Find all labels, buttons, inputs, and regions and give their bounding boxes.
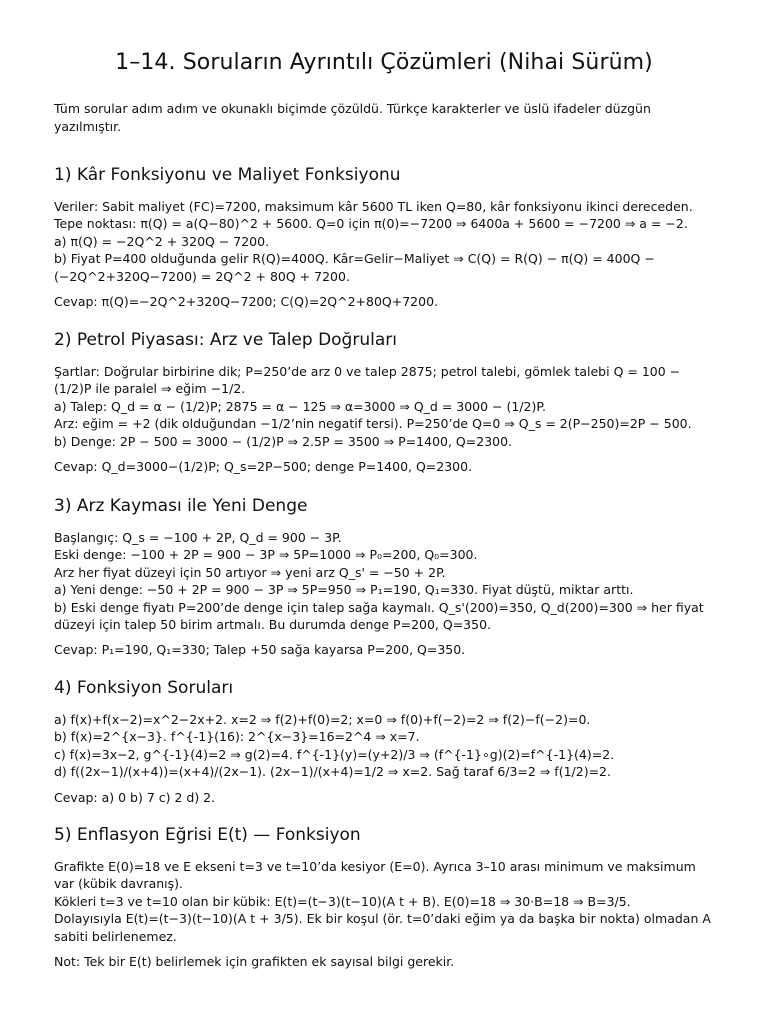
section-line: Veriler: Sabit maliyet (FC)=7200, maksimum kâr 5600 TL iken Q=80, kâr fonksiyonu ikinci dereceden. [54,199,693,214]
section-heading: 2) Petrol Piyasası: Arz ve Talep Doğruları [54,330,397,350]
section-5 [54,825,718,970]
section-line: Kökleri t=3 ve t=10 olan bir kübik: E(t)=(t−3)(t−10)(A t + B). E(0)=18 ⇒ 30·B=18 ⇒ B=3/5. [54,893,631,909]
section-body [54,363,718,450]
section-1 [54,165,718,310]
section-2 [54,330,718,475]
section-line: b) f(x)=2^{x−3}. f^{-1}(16): 2^{x−3}=16=2^4 ⇒ x=7. [54,729,420,745]
section-line: d) f((2x−1)/(x+4))=(x+4)/(2x−1). (2x−1)/(x+4)=1/2 ⇒ x=2. Sağ taraf 6/3=2 ⇒ f(1/2)=2. [54,764,611,780]
page-title: 1–14. Soruların Ayrıntılı Çözümleri (Nihai Sürüm) [115,50,653,75]
section-line: Şartlar: Doğrular birbirine dik; P=250’de arz 0 ve talep 2875; petrol talebi, gömlek talebi Q = 100 − (1/2)P ile paralel ⇒ eğim −1/2. [54,364,681,397]
section-line: c) f(x)=3x−2, g^{-1}(4)=2 ⇒ g(2)=4. f^{-1}(y)=(y+2)/3 ⇒ (f^{-1}∘g)(2)=f^{-1}(4)=2. [54,746,615,762]
section-body [54,198,718,285]
section-answer: Not: Tek bir E(t) belirlemek için grafikten ek sayısal bilgi gerekir. [54,954,455,970]
section-line: a) Talep: Q_d = α − (1/2)P; 2875 = α − 125 ⇒ α=3000 ⇒ Q_d = 3000 − (1/2)P. [54,398,546,414]
section-body [54,529,718,633]
section-4 [54,678,718,806]
section-line: Arz her fiyat düzeyi için 50 artıyor ⇒ yeni arz Q_s' = −50 + 2P. [54,564,446,580]
section-heading: 5) Enflasyon Eğrisi E(t) — Fonksiyon [54,825,361,845]
section-heading: 4) Fonksiyon Soruları [54,678,234,698]
section-answer: Cevap: Q_d=3000−(1/2)P; Q_s=2P−500; denge P=1400, Q=2300. [54,459,473,475]
section-answer: Cevap: a) 0 b) 7 c) 2 d) 2. [54,789,216,805]
section-line: b) Fiyat P=400 olduğunda gelir R(Q)=400Q. Kâr=Gelir−Maliyet ⇒ C(Q) = R(Q) − π(Q) = 400Q − (−2Q^2+320Q−7200) = 2Q^2 + 80Q + 7200. [54,251,655,284]
section-line: Eski denge: −100 + 2P = 900 − 3P ⇒ 5P=1000 ⇒ P₀=200, Q₀=300. [54,547,478,563]
section-body [54,858,718,945]
section-line: a) π(Q) = −2Q^2 + 320Q − 7200. [54,233,270,249]
section-line: Başlangıç: Q_s = −100 + 2P, Q_d = 900 − 3P. [54,530,342,545]
section-line: Grafikte E(0)=18 ve E ekseni t=3 ve t=10’da kesiyor (E=0). Ayrıca 3–10 arası minimum ve maksimum var (kübik davranış). [54,859,696,892]
section-line: a) Yeni denge: −50 + 2P = 900 − 3P ⇒ 5P=950 ⇒ P₁=190, Q₁=330. Fiyat düştü, miktar arttı. [54,582,634,598]
section-line: Arz: eğim = +2 (dik olduğundan −1/2’nin negatif tersi). P=250’de Q=0 ⇒ Q_s = 2(P−250)=2P − 500. [54,416,692,432]
section-answer: Cevap: P₁=190, Q₁=330; Talep +50 sağa kayarsa P=200, Q=350. [54,642,466,658]
section-body [54,711,718,781]
section-line: a) f(x)+f(x−2)=x^2−2x+2. x=2 ⇒ f(2)+f(0)=2; x=0 ⇒ f(0)+f(−2)=2 ⇒ f(2)−f(−2)=0. [54,712,591,727]
section-line: b) Denge: 2P − 500 = 3000 − (1/2)P ⇒ 2.5P = 3500 ⇒ P=1400, Q=2300. [54,433,513,449]
section-line: b) Eski denge fiyatı P=200’de denge için talep sağa kaymalı. Q_s'(200)=350, Q_d(200)=300 ⇒ her fiyat düzeyi için talep 50 birim artmalı. Bu durumda denge P=200, Q=350. [54,599,704,633]
section-answer: Cevap: π(Q)=−2Q^2+320Q−7200; C(Q)=2Q^2+80Q+7200. [54,294,439,310]
section-heading: 1) Kâr Fonksiyonu ve Maliyet Fonksiyonu [54,165,401,185]
section-line: Dolayısıyla E(t)=(t−3)(t−10)(A t + 3/5). Ek bir koşul (ör. t=0’daki eğim ya da başka bir nokta) olmadan A sabiti belirlenemez. [54,911,711,944]
intro-paragraph: Tüm sorular adım adım ve okunaklı biçimde çözüldü. Türkçe karakterler ve üslü ifadeler düzgün yazılmıştır. [54,101,651,134]
section-3 [54,496,718,659]
section-line: Tepe noktası: π(Q) = a(Q−80)^2 + 5600. Q=0 için π(0)=−7200 ⇒ 6400a + 5600 = −7200 ⇒ a = −2. [54,216,688,232]
section-heading: 3) Arz Kayması ile Yeni Denge [54,496,308,516]
